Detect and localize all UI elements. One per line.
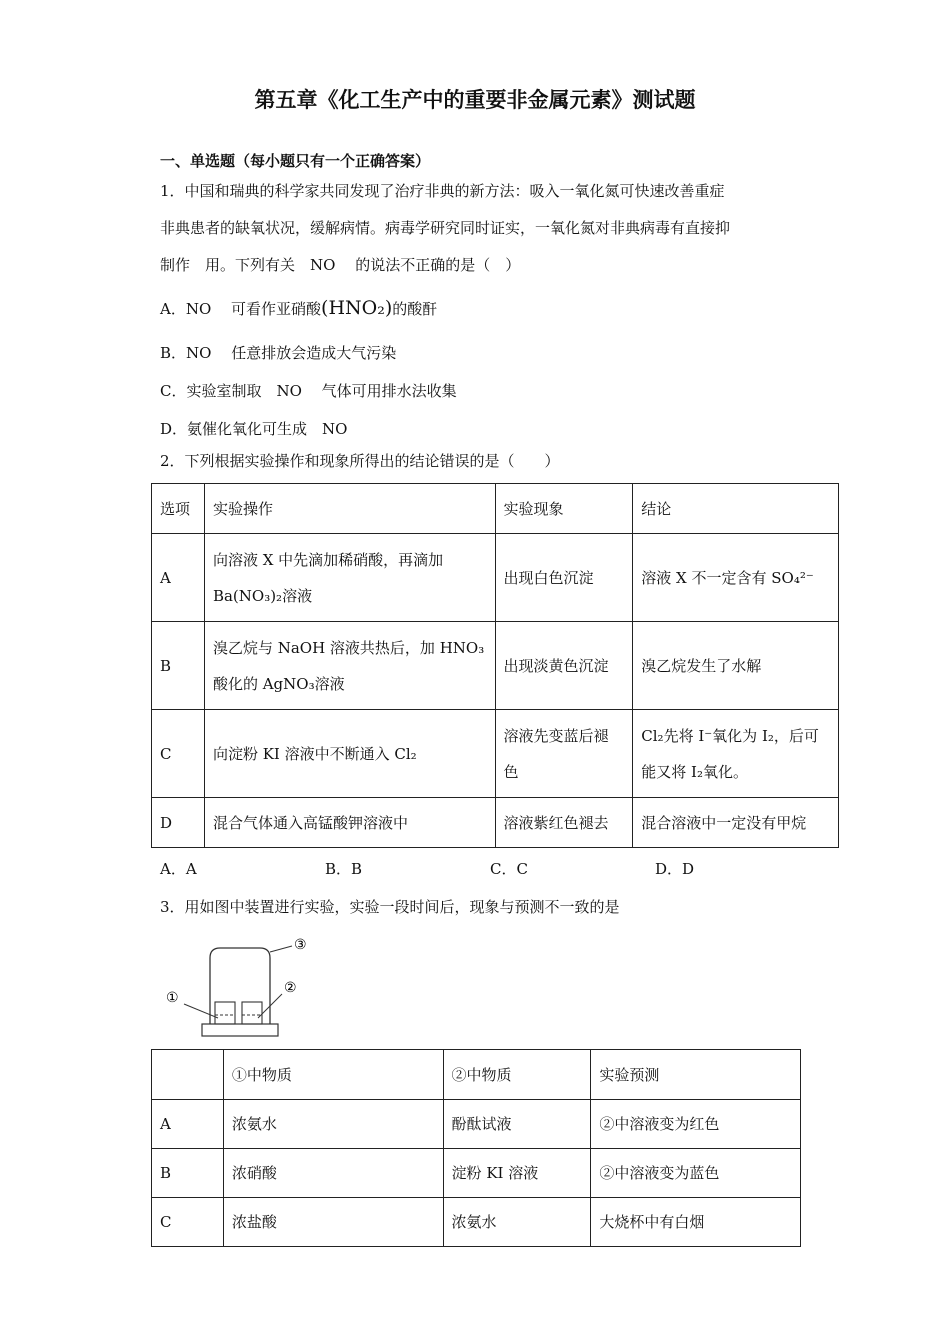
option-cell: B xyxy=(152,622,205,710)
header-cell: 实验现象 xyxy=(495,484,633,534)
table-header-row xyxy=(152,1050,801,1100)
header-cell: 结论 xyxy=(633,484,839,534)
q1-line-1: 1．中国和瑞典的科学家共同发现了治疗非典的新方法：吸入一氧化氮可快速改善重症 xyxy=(160,182,725,200)
pointer-3 xyxy=(270,946,292,952)
cell-line: 向溶液 X 中先滴加稀硝酸，再滴加 xyxy=(212,550,444,569)
cell-line: 能又将 I₂氧化。 xyxy=(641,762,748,781)
table-row xyxy=(152,534,839,622)
header-cell: ①中物质 xyxy=(223,1050,443,1100)
header-cell xyxy=(152,1050,224,1100)
option-cell: D xyxy=(152,798,205,848)
conclusion-cell: 溴乙烷发生了水解 xyxy=(633,622,839,710)
label-1: ① xyxy=(166,990,179,1006)
header-cell: 实验操作 xyxy=(204,484,495,534)
option-cell: B xyxy=(152,1149,224,1198)
header-cell: 选项 xyxy=(152,484,205,534)
table-row xyxy=(152,622,839,710)
conclusion-cell: 混合溶液中一定没有甲烷 xyxy=(633,798,839,848)
conclusion-cell: 溶液 X 不一定含有 SO₄²⁻ xyxy=(633,534,839,622)
q2-choice-b: B．B xyxy=(325,860,363,878)
q2-table xyxy=(151,483,839,848)
header-cell: 实验预测 xyxy=(591,1050,801,1100)
q1-option-c: C．实验室制取 NO 气体可用排水法收集 xyxy=(160,382,457,400)
header-cell: ②中物质 xyxy=(443,1050,591,1100)
operation-cell xyxy=(204,622,495,710)
substance-1-cell: 浓硝酸 xyxy=(223,1149,443,1198)
label-2: ② xyxy=(284,980,297,996)
phenomenon-cell: 出现淡黄色沉淀 xyxy=(495,622,633,710)
substance-2-cell: 酚酞试液 xyxy=(443,1100,591,1149)
cell-line: Ba(NO₃)₂溶液 xyxy=(212,586,313,605)
operation-cell: 向淀粉 KI 溶液中不断通入 Cl₂ xyxy=(204,710,495,798)
cell-line: Cl₂先将 I⁻氧化为 I₂，后可 xyxy=(641,726,819,745)
prediction-cell: ②中溶液变为蓝色 xyxy=(591,1149,801,1198)
q2-choice-d: D．D xyxy=(655,860,695,878)
option-cell: A xyxy=(152,1100,224,1149)
substance-2-cell: 浓氨水 xyxy=(443,1198,591,1247)
section-heading: 一、单选题（每小题只有一个正确答案） xyxy=(160,152,431,170)
q1-option-b: B．NO 任意排放会造成大气污染 xyxy=(160,344,397,362)
pointer-1 xyxy=(184,1004,218,1018)
prediction-cell: 大烧杯中有白烟 xyxy=(591,1198,801,1247)
table-row xyxy=(152,710,839,798)
label-3: ③ xyxy=(294,937,307,953)
q1-option-a-text: A．NO 可看作亚硝酸 xyxy=(160,300,322,318)
conclusion-cell xyxy=(633,710,839,798)
page-title: 第五章《化工生产中的重要非金属元素》测试题 xyxy=(254,88,696,112)
q2-choice-c: C．C xyxy=(490,860,528,878)
table-row xyxy=(152,798,839,848)
table-row xyxy=(152,1198,801,1247)
phenomenon-cell: 溶液紫红色褪去 xyxy=(495,798,633,848)
large-beaker-outline xyxy=(210,948,270,1024)
table-row xyxy=(152,1149,801,1198)
phenomenon-cell: 出现白色沉淀 xyxy=(495,534,633,622)
substance-1-cell: 浓盐酸 xyxy=(223,1198,443,1247)
option-cell: A xyxy=(152,534,205,622)
small-beaker-1 xyxy=(215,1002,235,1024)
q1-line-2: 非典患者的缺氧状况，缓解病情。病毒学研究同时证实，一氧化氮对非典病毒有直接抑 xyxy=(160,219,731,237)
q1-option-d: D．氨催化氧化可生成 NO xyxy=(160,420,348,438)
cell-line: 溴乙烷与 NaOH 溶液共热后，加 HNO₃ xyxy=(212,638,485,657)
operation-cell xyxy=(204,534,495,622)
cell-line: 色 xyxy=(503,762,519,781)
apparatus-diagram xyxy=(160,932,320,1044)
substance-2-cell: 淀粉 KI 溶液 xyxy=(443,1149,591,1198)
substance-1-cell: 浓氨水 xyxy=(223,1100,443,1149)
q1-option-a xyxy=(160,297,437,319)
q2-stem: 2．下列根据实验操作和现象所得出的结论错误的是（ ） xyxy=(160,452,560,470)
option-cell: C xyxy=(152,710,205,798)
q2-choice-a: A．A xyxy=(160,860,197,878)
operation-cell: 混合气体通入高锰酸钾溶液中 xyxy=(204,798,495,848)
q3-table xyxy=(151,1049,801,1247)
phenomenon-cell xyxy=(495,710,633,798)
prediction-cell: ②中溶液变为红色 xyxy=(591,1100,801,1149)
cell-line: 溶液先变蓝后褪 xyxy=(503,726,609,745)
table-header-row xyxy=(152,484,839,534)
small-beaker-2 xyxy=(242,1002,262,1024)
option-cell: C xyxy=(152,1198,224,1247)
q3-stem: 3．用如图中装置进行实验，实验一段时间后，现象与预测不一致的是 xyxy=(160,898,620,916)
hno2-formula: (HNO₂) xyxy=(321,297,393,319)
cell-line: 酸化的 AgNO₃溶液 xyxy=(212,674,345,693)
base-plate xyxy=(202,1024,278,1036)
q1-option-a-suffix: 的酸酐 xyxy=(392,300,438,318)
q1-line-3: 制作 用。下列有关 NO 的说法不正确的是（ ） xyxy=(160,256,521,274)
table-row xyxy=(152,1100,801,1149)
